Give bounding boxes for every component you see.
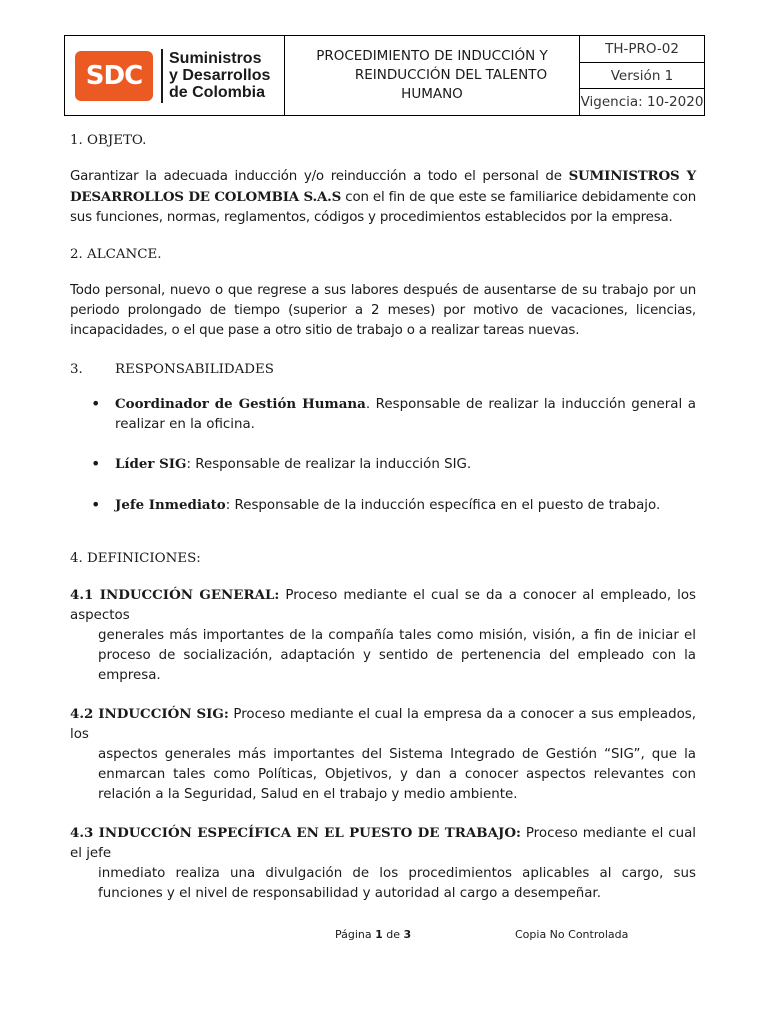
document-metadata bbox=[580, 36, 704, 115]
logo-line-1: Suministros bbox=[169, 50, 262, 67]
title-line-2: REINDUCCIÓN DEL TALENTO bbox=[354, 67, 548, 83]
logo-mark: SDC bbox=[75, 51, 153, 101]
list-item bbox=[70, 454, 696, 475]
role-name: Jefe Inmediato bbox=[115, 497, 226, 513]
definition-text-rest: aspectos generales más importantes del Sistema Integrado de Gestión “SIG”, que la enmarcan tales como Políticas, Objetivos, y dan a conocer aspectos relevantes con relación a la Seguridad, Salud en el trabajo y medio ambiente. bbox=[98, 747, 696, 802]
section-1-text-a: Garantizar la adecuada inducción y/o reinducción a todo el personal de bbox=[70, 169, 569, 184]
logo-divider bbox=[161, 49, 163, 103]
copy-status: Copia No Controlada bbox=[515, 928, 629, 941]
section-3-heading bbox=[70, 360, 696, 380]
definition-item bbox=[70, 704, 696, 805]
document-code: TH-PRO-02 bbox=[580, 36, 704, 63]
section-1-text-b: con el fin de que este se familiarice debidamente con sus funciones, normas, reglamentos, códigos y procedimientos establecidos por la empresa. bbox=[70, 190, 696, 225]
responsibilities-list bbox=[70, 394, 696, 516]
list-item bbox=[70, 495, 696, 516]
definition-text-first: Proceso mediante el cual el jefe bbox=[70, 826, 696, 861]
role-name: Líder SIG bbox=[115, 456, 187, 472]
definition-text-first: Proceso mediante el cual se da a conocer al empleado, los aspectos bbox=[70, 588, 696, 623]
section-2-text: Todo personal, nuevo o que regrese a sus labores después de ausentarse de su trabajo por un periodo prolongado de tiempo (superior a 2 meses) por motivo de vacaciones, licencias, incapacidades, o el que pase a otro sitio de trabajo o a realizar tareas nuevas. bbox=[70, 283, 696, 338]
title-line-3: HUMANO bbox=[401, 86, 463, 102]
definition-text-first: Proceso mediante el cual la empresa da a conocer a sus empleados, los bbox=[70, 707, 696, 742]
logo-wordmark bbox=[169, 50, 270, 101]
document-title bbox=[285, 36, 580, 115]
company-name: SUMINISTROS Y DESARROLLOS DE COLOMBIA S.A.S bbox=[70, 168, 696, 205]
role-description: . Responsable de realizar la inducción general a realizar en la oficina. bbox=[115, 397, 697, 432]
definition-text-rest: generales más importantes de la compañía tales como misión, visión, a fin de iniciar el proceso de socialización, adaptación y sentido de pertenencia del empleado con la empresa. bbox=[98, 628, 696, 683]
document-header bbox=[64, 35, 705, 116]
document-validity: Vigencia: 10-2020 bbox=[580, 94, 704, 111]
document-body bbox=[70, 128, 696, 904]
role-description: : Responsable de realizar la inducción SIG. bbox=[186, 457, 472, 472]
page-number bbox=[335, 928, 411, 941]
section-1-text bbox=[70, 166, 696, 228]
section-2-heading: 2. ALCANCE. bbox=[70, 247, 162, 262]
definition-text-rest: inmediato realiza una divulgación de los procedimientos aplicables al cargo, sus funciones y el nivel de responsabilidad y autoridad al cargo a desempeñar. bbox=[98, 866, 696, 901]
logo-line-3: de Colombia bbox=[169, 84, 266, 101]
page-label: Página bbox=[335, 928, 372, 941]
definition-item bbox=[70, 823, 696, 904]
section-3-number: 3. bbox=[70, 362, 83, 377]
definition-item bbox=[70, 585, 696, 686]
company-logo bbox=[65, 36, 285, 115]
definition-term: 4.2 INDUCCIÓN SIG: bbox=[70, 706, 229, 722]
page-of: de bbox=[386, 928, 401, 941]
document-version: Versión 1 bbox=[580, 63, 704, 90]
definition-term: 4.1 INDUCCIÓN GENERAL: bbox=[70, 587, 280, 603]
section-4-heading: 4. DEFINICIONES: bbox=[70, 551, 201, 566]
page-current: 1 bbox=[375, 928, 383, 941]
title-line-1: PROCEDIMIENTO DE INDUCCIÓN Y bbox=[316, 48, 548, 64]
list-item bbox=[70, 394, 696, 435]
logo-line-2: y Desarrollos bbox=[169, 67, 271, 84]
page-total: 3 bbox=[403, 928, 412, 941]
section-3-title: RESPONSABILIDADES bbox=[115, 362, 274, 377]
document-footer bbox=[0, 928, 768, 944]
role-description: : Responsable de la inducción específica en el puesto de trabajo. bbox=[225, 498, 661, 513]
definition-term: 4.3 INDUCCIÓN ESPECÍFICA EN EL PUESTO DE TRABAJO: bbox=[70, 825, 521, 841]
role-name: Coordinador de Gestión Humana bbox=[115, 396, 366, 412]
section-1-heading: 1. OBJETO. bbox=[70, 133, 147, 148]
